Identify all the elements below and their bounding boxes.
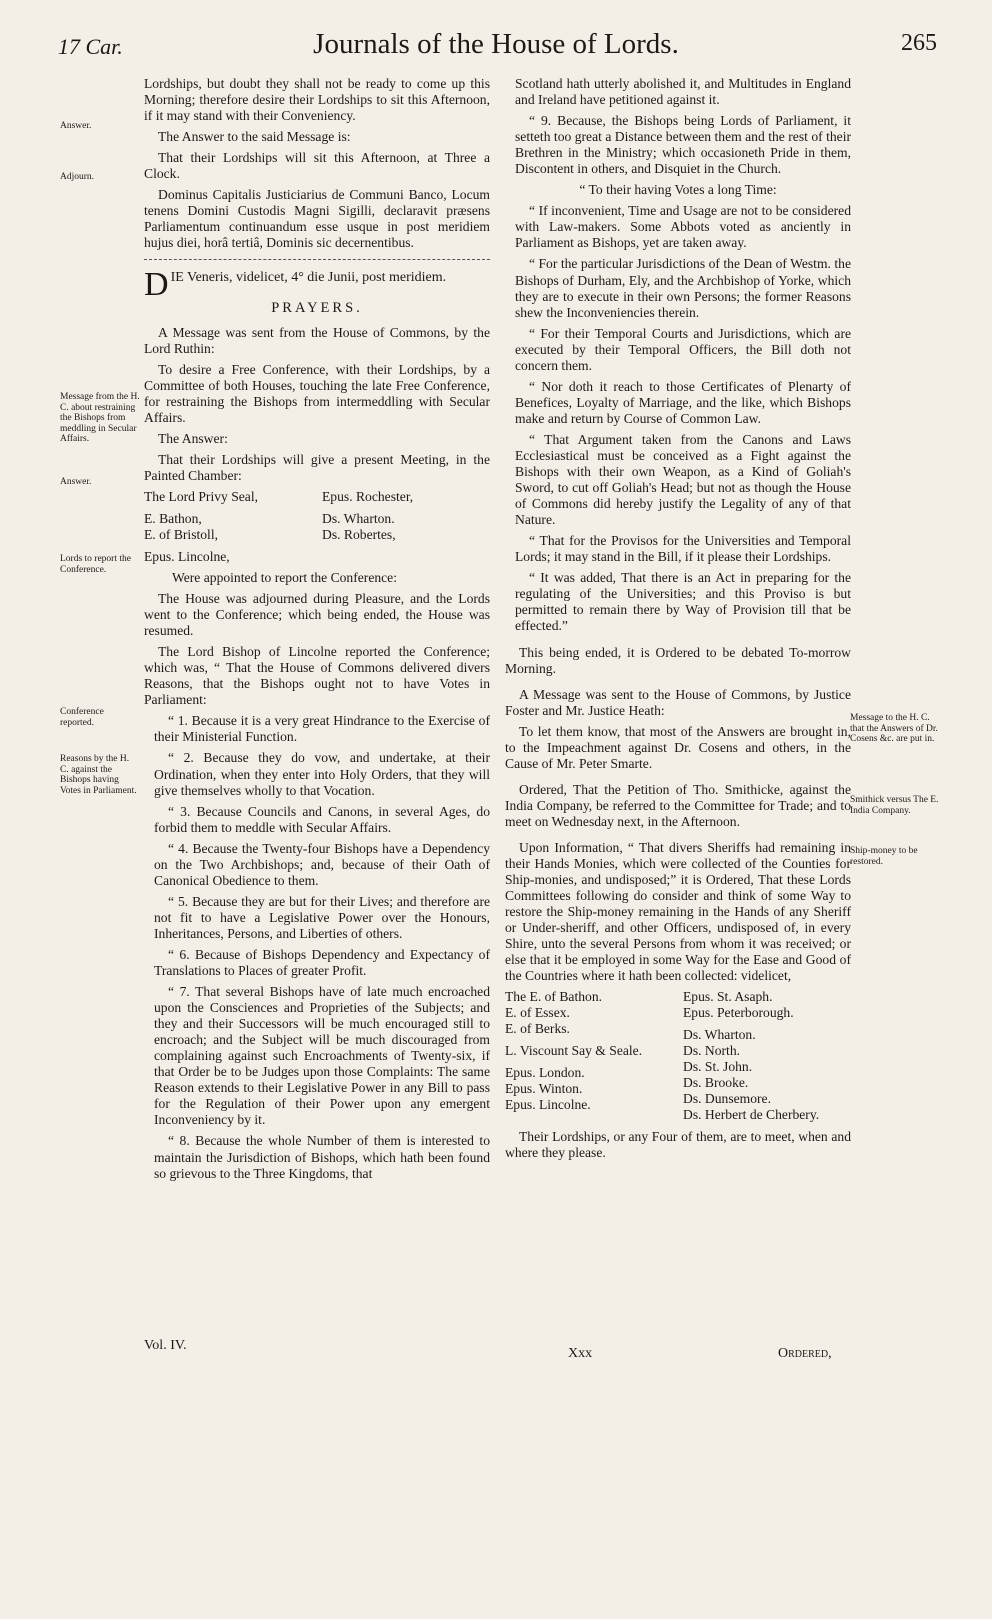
journal-title: Journals of the House of Lords. [313,28,679,60]
committee-name: Ds. Dunsemore. [683,1091,771,1107]
paragraph: “ Nor doth it reach to those Certificates of Plenarty of Benefices, Loyalty of Marriage, and the like, which Bishops make and return by Course of Common Law. [515,378,851,426]
paragraph: This being ended, it is Ordered to be debated To-morrow Morning. [505,644,851,676]
margin-note-report: Lords to report the Conference. [60,554,131,575]
margin-note-shipmoney: Ship-money to be restored. [850,846,918,867]
paragraph: The House was adjourned during Pleasure, and the Lords went to the Conference; which being ended, the House was resumed. [144,591,490,639]
committee-name: Ds. St. John. [683,1059,753,1075]
prayers-heading: PRAYERS. [271,300,363,317]
committee-name: Epus. St. Asaph. [683,989,773,1005]
paragraph: “ It was added, That there is an Act in preparing for the regulating of the Universities; and this Proviso is but permitted to remain there by Way of Provision till that be effected.” [515,570,851,634]
paragraph: “ For the particular Jurisdictions of the Dean of Westm. the Bishops of Durham, Ely, and the Archbishop of Yorke, which they are to execute in their own Persons; the former Reasons shew the Inconveniencies therein. [515,256,851,320]
margin-note-answer: Answer. [60,121,92,131]
paragraph: A Message was sent from the House of Commons, by the Lord Ruthin: [144,324,490,356]
committee-name: E. of Berks. [505,1021,570,1037]
paragraph: “ For their Temporal Courts and Jurisdictions, which are executed by their Temporal Officers, the Bill doth not concern them. [515,325,851,373]
committee-name: Ds. Wharton. [322,510,395,526]
committee-name: The E. of Bathon. [505,989,603,1005]
paragraph: The Answer: [158,430,228,446]
committee-list [505,989,851,1123]
committee-name: Epus. Rochester, [322,488,414,504]
reason-item: “ 5. Because they are but for their Lives; and therefore are not fit to have a Legislative Power over the Honours, Inheritances, Persons, and Liberties of others. [154,893,490,941]
committee-name: E. of Bristoll, [144,526,219,542]
committee-name: Ds. North. [683,1043,741,1059]
committee-name: L. Viscount Say & Seale. [505,1043,643,1059]
margin-note-message: Message from the H. C. about restraining the Bishops from meddling in Secular Affairs. [60,392,140,444]
paragraph: To desire a Free Conference, with their Lordships, by a Committee of both Houses, touching the late Free Conference, for restraining the Bishops from intermeddling with Secular Affairs. [144,361,490,425]
committee-name: Epus. Winton. [505,1081,583,1097]
drop-cap: D [144,266,169,304]
committee-name: E. Bathon, [144,510,202,526]
committee-list [144,489,490,543]
margin-note-message-hc: Message to the H. C. that the Answers of Dr. Cosens &c. are put in. [850,713,938,744]
volume-mark: Vol. IV. [144,1338,187,1353]
committee-name: Epus. London. [505,1065,585,1081]
subheading: “ To their having Votes a long Time: [579,182,777,198]
reason-item: “ 9. Because, the Bishops being Lords of Parliament, it setteth too great a Distance between them and the rest of their Brethren in the Ministry; which occasioneth Pride in them, Discontent in others, and Disquiet in the Church. [515,113,851,177]
reason-item: “ 8. Because the whole Number of them is interested to maintain the Jurisdiction of Bishops, which hath been found so grievous to the Three Kingdoms, that [154,1133,490,1181]
paragraph: The Lord Bishop of Lincolne reported the Conference; which was, “ That the House of Commons delivered divers Reasons, that the Bishops ought not to have Votes in Parliament: [144,644,490,708]
reason-item: “ 2. Because they do vow, and undertake, at their Ordination, when they enter into Holy Orders, that they will give themselves wholly to that Vocation. [154,750,490,798]
paragraph: Lordships, but doubt they shall not be ready to come up this Morning; therefore desire their Lordships to sit this Afternoon, if it may stand with their Conveniency. [144,76,490,124]
reason-item: “ 4. Because the Twenty-four Bishops have a Dependency on the Two Archbishops; and, because of their Oath of Canonical Obedience to them. [154,840,490,888]
committee-name: Ds. Wharton. [683,1027,756,1043]
section-divider [144,259,490,260]
committee-name: E. of Essex. [505,1005,570,1021]
paragraph: “ That for the Provisos for the Universities and Temporal Lords; it may stand in the Bill, if it please their Lordships. [515,533,851,565]
catchword: Ordered, [778,1346,832,1361]
session-date: IE Veneris, videlicet, 4° die Junii, post meridiem. [170,270,447,286]
signature-mark: Xxx [568,1346,593,1361]
reason-item: “ 7. That several Bishops have of late much encroached upon the Consciences and Proprieties of the Subjects; and they and their Successors will be much encouraged still to encroach; and the Subject will be much discouraged from complaining against such Encroachments of Twenty-six, if that Order be to be Judges upon those Complaints: The same Reason extends to their Legislative Power in any Bill to pass for the Regulation of their Power upon any emergent Inconveniency by it. [154,984,490,1128]
left-column [144,76,490,1187]
margin-note-smithick: Smithick versus The E. India Company. [850,795,939,816]
session-heading [144,266,490,304]
committee-name: Ds. Robertes, [322,526,396,542]
paragraph-latin: Dominus Capitalis Justiciarius de Communi Banco, Locum tenens Domini Custodis Magni Sigilli, declaravit præsens Parliamentum continuandum esse usque in post meridiem hujus diei, horâ tertiâ, Dominis sic decernentibus. [144,187,490,251]
reason-item: “ 3. Because Councils and Canons, in several Ages, do forbid them to meddle with Secular Affairs. [154,803,490,835]
reason-item: “ 1. Because it is a very great Hindrance to the Exercise of their Ministerial Function. [154,713,490,745]
margin-note-answer-2: Answer. [60,477,92,487]
committee-name: The Lord Privy Seal, [144,488,259,504]
paragraph: Their Lordships, or any Four of them, are to meet, when and where they please. [505,1129,851,1161]
right-column [505,76,851,1166]
reason-item: “ 6. Because of Bishops Dependency and Expectancy of Translations to Places of greater Profit. [154,946,490,979]
paragraph: Ordered, That the Petition of Tho. Smithicke, against the India Company, be referred to the Committee for Trade; and to meet on Wednesday next, in the Afternoon. [505,781,851,829]
paragraph: To let them know, that most of the Answers are brought in, to the Impeachment against Dr. Cosens and others, in the Cause of Mr. Peter Smarte. [505,723,851,771]
committee-name: Ds. Brooke. [683,1075,749,1091]
paragraph: That their Lordships will give a present Meeting, in the Painted Chamber: [144,451,490,483]
margin-note-conference-reported: Conference reported. [60,707,104,728]
paragraph: The Answer to the said Message is: [158,129,351,145]
page-number: 265 [901,30,937,56]
committee-name: Epus. Lincolne. [505,1097,591,1113]
committee-name: Epus. Lincolne, [144,548,230,564]
paragraph: Were appointed to report the Conference: [172,569,397,585]
margin-note-adjourn: Adjourn. [60,172,95,182]
paragraph: “ If inconvenient, Time and Usage are not to be considered with Law-makers. Some Abbots voted as anciently in Parliament as Bishops, yet are taken away. [515,203,851,251]
committee-name: Ds. Herbert de Cherbery. [683,1107,820,1123]
paragraph: “ That Argument taken from the Canons and Laws Ecclesiastical must be conceived as a Fight against the Bishops with their own Weapon, as a Kind of Goliah's Sword, to cut off Goliah's Head; but not as though the House of Commons did hereby justify the Legality of any of that Nature. [515,431,851,528]
paragraph: That their Lordships will sit this Afternoon, at Three a Clock. [144,150,490,182]
page-header [0,12,992,64]
margin-note-reasons: Reasons by the H. C. against the Bishops having Votes in Parliament. [60,754,137,796]
paragraph: Scotland hath utterly abolished it, and Multitudes in England and Ireland have petitioned against it. [515,76,851,108]
committee-name: Epus. Peterborough. [683,1005,794,1021]
paragraph: Upon Information, “ That divers Sheriffs had remaining in their Hands Monies, which were collected of the Counties for Ship-monies, and undisposed;” it is Ordered, That these Lords Committees following do consider and think of some Way to restore the Ship-money remaining in the Hands of any Sheriff or Under-sheriff, and other Officers, undisposed of, in every Shire, unto the several Persons from whom it was received; or else that it be employed in some Way for the Ease and Good of the Countries where it hath been collected: videlicet, [505,839,851,984]
paragraph: A Message was sent to the House of Commons, by Justice Foster and Mr. Justice Heath: [505,686,851,718]
regnal-year: 17 Car. [58,34,123,59]
